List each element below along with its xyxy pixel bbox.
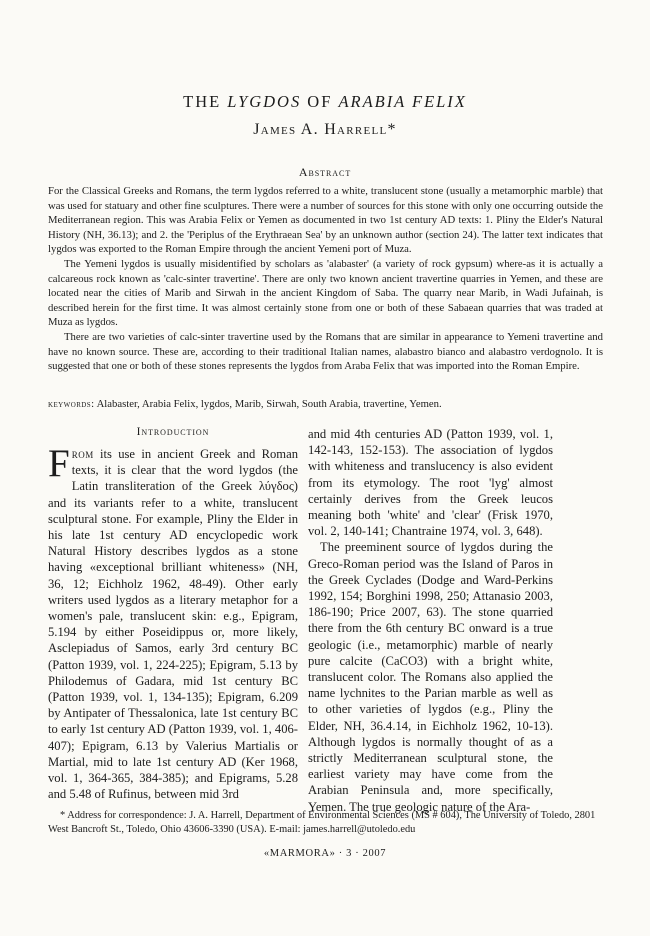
right-column (308, 426, 553, 815)
abstract-paragraph-1: For the Classical Greeks and Romans, the term lygdos referred to a white, translucent stone (usually a metamorphic marble) that was used for statuary and other fine sculptures. There were a number of sources for this stone with only one occurring outside the Mediterranean region. This was Arabia Felix or Yemen as documented in two 1st century AD texts: 1. Pliny the Elder's Natural History (NH, 36.13); and 2. the 'Periplus of the Erythraean Sea' by an unknown author (section 24). The latter text indicates that lygdos was exported to the Roman Empire through the ancient Yemeni port of Muza. (48, 185, 603, 256)
right-paragraph-1: and mid 4th centuries AD (Patton 1939, vol. 1, 142-143, 152-153). The association of lygdos with whiteness and translucency is also evident from its etymology. The root 'lyg' almost certainly derives from the Greek leucos meaning both 'white' and 'clear' (Frisk 1970, vol. 2, 140-141; Chantraine 1974, vol. 3, 648). (308, 427, 553, 539)
abstract-heading: Abstract (298, 165, 352, 179)
drop-cap: F (48, 442, 70, 485)
abstract-paragraph-3: There are two varieties of calc-sinter travertine used by the Romans that are similar in appearance to Yemeni travertine and have no known source. These are, according to their traditional Italian names, alabastro bianco and alabastro verdognolo. It is suggested that one or both of these stones represents the lygdos from Araba Felix that was imported into the Roman Empire. (48, 330, 603, 373)
abstract-paragraph-2: The Yemeni lygdos is usually misidentified by scholars as 'alabaster' (a variety of rock gypsum) where-as it is actually a calcareous rock known as 'calc-sinter travertine'. There are only two known ancient travertine quarries in Yemen, and these are located near the cities of Marib and Sirwah in the ancient Kingdom of Saba. The quarry near Marib, in Wadi Jufainah, is described herein for the first time. It was almost certainly stone from one or both of these Sabaean quarries that was traded at Muza as lygdos. (48, 257, 603, 329)
footnote (48, 809, 603, 837)
lead-in-rest: its use in ancient Greek and Roman texts, it is clear that the word lygdos (the Latin transliteration of the Greek λύγδος) and its variants refer to a white, translucent sculptural stone. For example, Pliny the Elder in his late 1st century AD encyclopedic work Natural History describes lygdos as a stone having «exceptional brilliant whiteness» (NH, 36, 12; Eichholz 1962, 48-49). Other early writers used lygdos as a literary metaphor for a women's pale, translucent skin: e.g., Epigram, 5.194 by either Poseidippus or, more likely, Asclepiadus of Samos, early 3rd century BC (Patton 1939, vol. 1, 224-225); Epigram, 5.13 by Philodemus of Gadara, mid 1st century BC (Patton 1939, vol. 1, 134-135); Epigram, 6.209 by Antipater of Thessalonica, late 1st century BC to early 1st century AD (Patton 1939, vol. 1, 406-407); Epigram, 6.13 by Valerius Martialis or Martial, mid to late 1st century AD (Ker 1968, vol. 1, 364-365, 384-385); and Epigrams, 5.28 and 5.48 of Rufinus, between mid 3rd (48, 447, 298, 802)
lead-in-word: rom (71, 447, 94, 461)
author-name: James A. Harrell* (253, 121, 397, 138)
keywords-list: Alabaster, Arabia Felix, lygdos, Marib, Sirwah, South Arabia, travertine, Yemen. (96, 398, 442, 410)
abstract (48, 184, 603, 374)
right-paragraph-2: The preeminent source of lygdos during the Greco-Roman period was the Island of Paros in the Greek Cyclades (Dodge and Ward-Perkins 1992, 154; Borghini 1998, 250; Attanasio 2003, 186-190; Price 2007, 63). The stone quarried there from the 6th century BC onward is a true geologic (i.e., metamorphic) marble of nearly pure calcite (CaCO3) with a bright white, translucent color. The Romans also applied the name lychnites to the Parian marble as well as to other varieties of lygdos (e.g., Pliny the Elder, NH, 36.4.14, in Eichholz 1962, 10-13). Although lygdos is normally thought of as a strictly Mediterranean sculptural stone, the earliest variety may have come from the Arabian Peninsula and, more specifically, Yemen. The true geologic nature of the Ara- (308, 540, 553, 814)
keywords-label: keywords: (48, 398, 95, 410)
section-heading-introduction: Introduction (136, 426, 210, 438)
footnote-text: * Address for correspondence: J. A. Harrell, Department of Environmental Sciences (MS # 604), The University of Toledo, 2801 West Bancroft St., Toledo, Ohio 43606-3390 (USA). E-mail: james.harrell@utoledo.edu (48, 810, 596, 835)
intro-paragraph (48, 442, 298, 802)
keywords (48, 397, 603, 411)
article-title: THE LYGDOS OF ARABIA FELIX (183, 92, 467, 111)
left-column-text (48, 442, 298, 802)
page-footer: «MARMORA» · 3 · 2007 (263, 848, 387, 859)
left-column (48, 442, 298, 802)
